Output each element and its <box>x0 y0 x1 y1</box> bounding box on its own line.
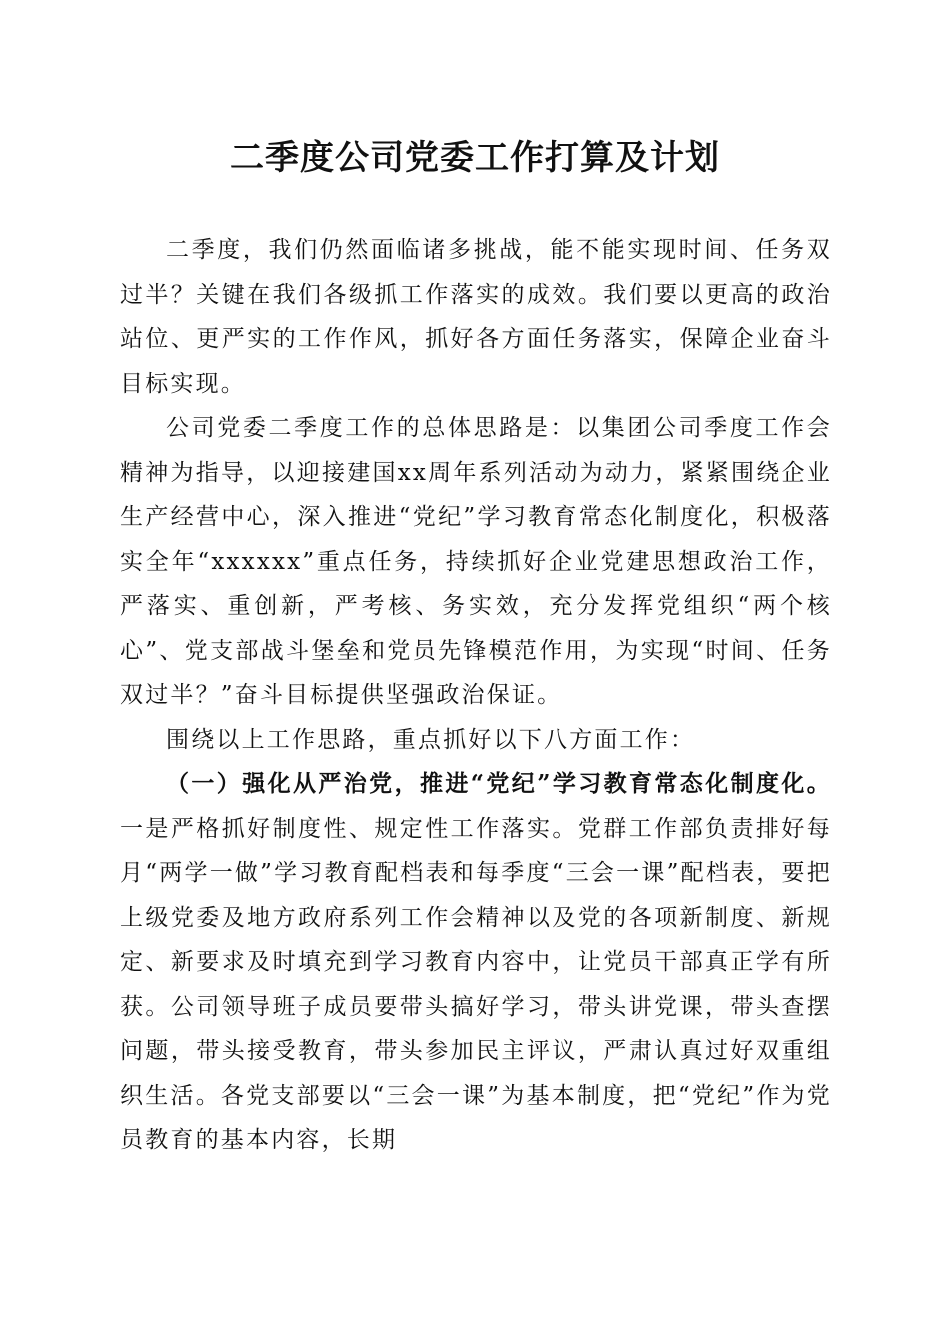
paragraph-text: 二季度，我们仍然面临诸多挑战，能不能实现时间、任务双过半？关键在我们各级抓工作落实的成效。我们要以更高的政治站位、更严实的工作作风，抓好各方面任务落实，保障企业奋斗目标实现。 <box>120 237 832 397</box>
paragraph-general-approach <box>120 406 832 718</box>
paragraph-text: 公司党委二季度工作的总体思路是：以集团公司季度工作会精神为指导，以迎接建国xx周年系列活动为动力，紧紧围绕企业生产经营中心，深入推进“党纪”学习教育常态化制度化，积极落实全年“xxxxxx”重点任务，持续抓好企业党建思想政治工作，严落实、重创新，严考核、务实效，充分发挥党组织“两个核心”、党支部战斗堡垒和党员先锋模范作用，为实现“时间、任务双过半？”奋斗目标提供坚强政治保证。 <box>120 415 832 708</box>
paragraph-intro <box>120 228 832 406</box>
document-body <box>120 228 832 1163</box>
paragraph-text: 一是严格抓好制度性、规定性工作落实。党群工作部负责排好每月“两学一做”学习教育配档表和每季度“三会一课”配档表，要把上级党委及地方政府系列工作会精神以及党的各项新制度、新规定、新要求及时填充到学习教育内容中，让党员干部真正学有所获。公司领导班子成员要带头搞好学习，带头讲党课，带头查摆问题，带头接受教育，带头参加民主评议，严肃认真过好双重组织生活。各党支部要以“三会一课”为基本制度，把“党纪”作为党员教育的基本内容，长期 <box>120 815 832 1153</box>
document-title: 二季度公司党委工作打算及计划 <box>230 138 720 178</box>
section-heading: （一）强化从严治党，推进“党纪”学习教育常态化制度化。 <box>166 770 832 797</box>
paragraph-text: 围绕以上工作思路，重点抓好以下八方面工作： <box>166 726 696 753</box>
paragraph-eight-aspects <box>120 718 832 763</box>
paragraph-section-one <box>120 762 832 1163</box>
